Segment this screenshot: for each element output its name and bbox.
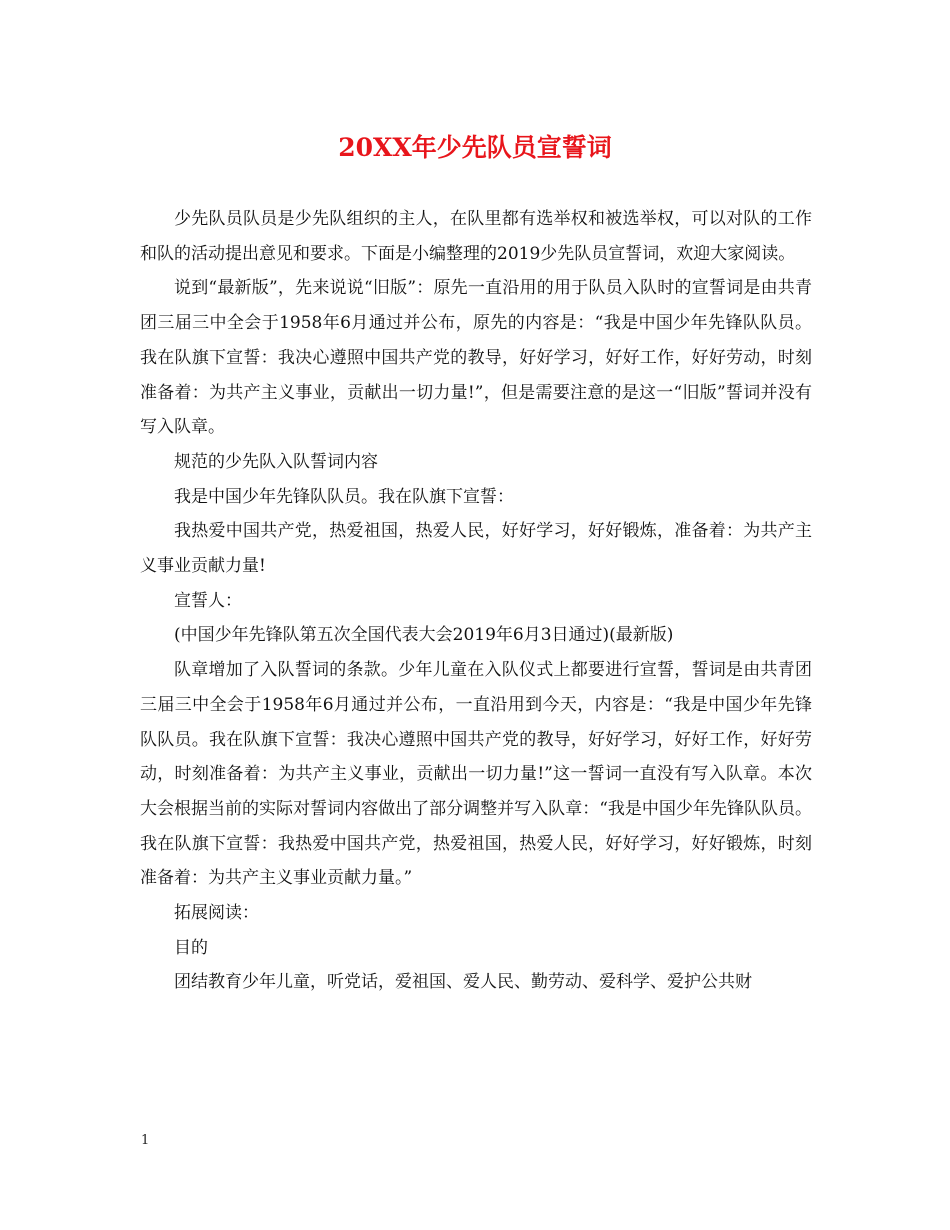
page-number: 1 (141, 1133, 150, 1148)
document-title: 20XX年少先队员宣誓词 (338, 133, 612, 162)
paragraph-oath-signer: 宣誓人： (174, 590, 242, 611)
paragraph-purpose-text: 团结教育少年儿童，听党话，爱祖国、爱人民、勤劳动、爱科学、爱护公共财 (174, 972, 752, 993)
paragraph-old-version: 说到“最新版”，先来说说“旧版”：原先一直沿用的用于队员入队时的宣誓词是由共青团三届三中全会于1958年6月通过并公布，原先的内容是：“我是中国少年先锋队队员。我在队旗下宣誓：我决心遵照中国共产党的教导，好好学习，好好工作，好好劳动，时刻准备着：为共产主义事业，贡献出一切力量!”，但是需要注意的是这一“旧版”誓词并没有写入队章。 (140, 278, 812, 438)
paragraph-extended-reading: 拓展阅读： (174, 903, 259, 924)
paragraph-oath-line-1: 我是中国少年先锋队队员。我在队旗下宣誓： (174, 486, 514, 507)
paragraph-oath-line-2: 我热爱中国共产党，热爱祖国，热爱人民，好好学习，好好锻炼，准备着：为共产主义事业贡献力量! (140, 521, 812, 577)
document-body (140, 202, 812, 1000)
paragraph-purpose-heading: 目的 (174, 937, 208, 958)
paragraph-charter-update: 队章增加了入队誓词的条款。少年儿童在入队仪式上都要进行宣誓，誓词是由共青团三届三中全会于1958年6月通过并公布，一直沿用到今天，内容是：“我是中国少年先锋队队员。我在队旗下宣誓：我决心遵照中国共产党的教导，好好学习，好好工作，好好劳动，时刻准备着：为共产主义事业，贡献出一切力量!”这一誓词一直没有写入队章。本次大会根据当前的实际对誓词内容做出了部分调整并写入队章：“我是中国少年先锋队队员。我在队旗下宣誓：我热爱中国共产党，热爱祖国，热爱人民，好好学习，好好锻炼，时刻准备着：为共产主义事业贡献力量。” (140, 660, 812, 889)
paragraph-oath-source: (中国少年先锋队第五次全国代表大会2019年6月3日通过)(最新版) (174, 625, 674, 646)
paragraph-intro: 少先队员队员是少先队组织的主人，在队里都有选举权和被选举权，可以对队的工作和队的活动提出意见和要求。下面是小编整理的2019少先队员宣誓词，欢迎大家阅读。 (140, 209, 812, 264)
paragraph-heading-standard-oath: 规范的少先队入队誓词内容 (174, 451, 378, 472)
